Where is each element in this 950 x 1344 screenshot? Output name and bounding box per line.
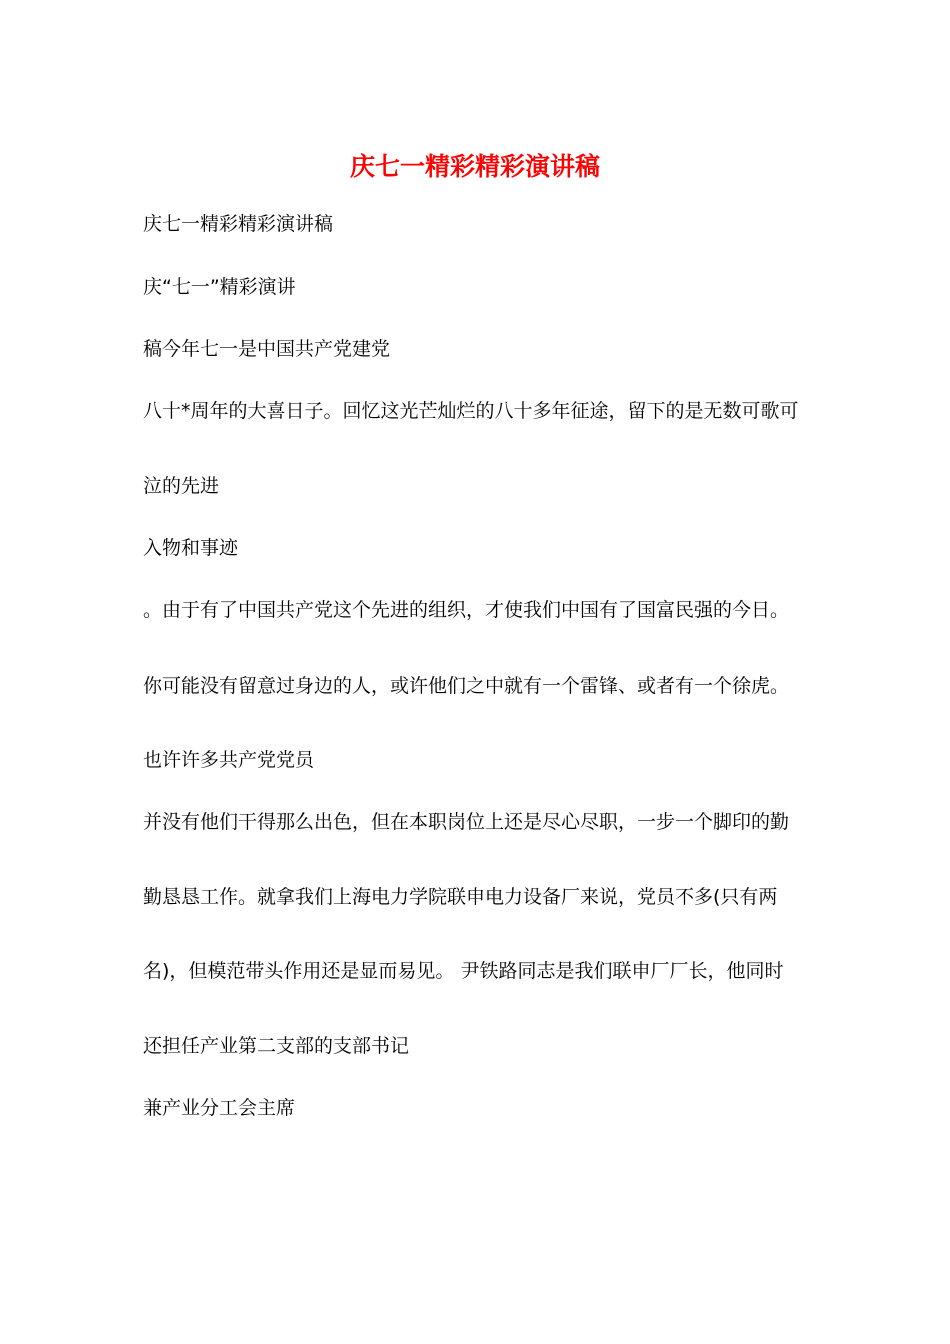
document-title: 庆七一精彩精彩演讲稿 xyxy=(349,152,600,181)
paragraph-line-13: 还担任产业第二支部的支部书记 xyxy=(143,1035,410,1057)
paragraph-line-3: 稿今年七一是中国共产党建党 xyxy=(143,338,391,360)
paragraph-line-1: 庆七一精彩精彩演讲稿 xyxy=(143,213,334,235)
paragraph-line-10: 并没有他们干得那么出色，但在本职岗位上还是尽心尽职，一步一个脚印的勤 xyxy=(143,811,790,833)
paragraph-line-11: 勤恳恳工作。就拿我们上海电力学院联申电力设备厂来说，党员不多(只有两 xyxy=(143,886,778,908)
paragraph-line-4: 八十*周年的大喜日子。回忆这光芒灿烂的八十多年征途，留下的是无数可歌可 xyxy=(143,400,799,422)
paragraph-line-12: 名)，但模范带头作用还是显而易见。 尹铁路同志是我们联申厂厂长，他同时 xyxy=(143,960,784,982)
paragraph-line-14: 兼产业分工会主席 xyxy=(143,1097,296,1119)
paragraph-line-5: 泣的先进 xyxy=(143,475,220,497)
paragraph-line-2: 庆“七一”精彩演讲 xyxy=(143,276,296,298)
paragraph-line-7: 。由于有了中国共产党这个先进的组织，才使我们中国有了国富民强的今日。 xyxy=(143,599,790,621)
paragraph-line-8: 你可能没有留意过身边的人，或许他们之中就有一个雷锋、或者有一个徐虎。 xyxy=(143,675,790,697)
paragraph-line-6: 入物和事迹 xyxy=(143,537,239,559)
paragraph-line-9: 也许许多共产党党员 xyxy=(143,749,315,771)
